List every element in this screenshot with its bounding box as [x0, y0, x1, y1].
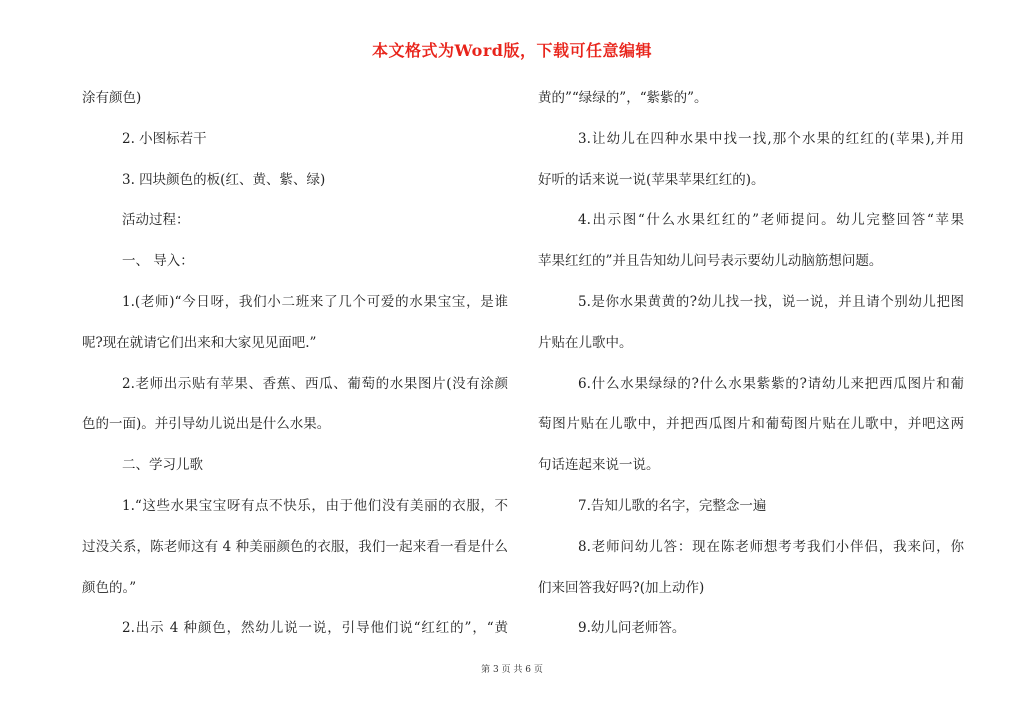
text-line: 1.“这些水果宝宝呀有点不快乐，由于他们没有美丽的衣服，不: [122, 497, 508, 514]
text-line: 呢?现在就请它们出来和大家见见面吧.”: [82, 334, 317, 351]
text-line: 过没关系，陈老师这有 4 种美丽颜色的衣服，我们一起来看一看是什么: [82, 538, 508, 555]
text-line: 们来回答我好吗?(加上动作): [538, 579, 705, 596]
section-heading: 二、学习儿歌: [122, 457, 203, 474]
text-line: 句话连起来说一说。: [538, 457, 660, 474]
text-line: 色的一面)。并引导幼儿说出是什么水果。: [82, 416, 331, 433]
text-line: 2.出示 4 种颜色，然幼儿说一说，引导他们说“红红的”，“黄: [122, 620, 508, 637]
text-line: 2.老师出示贴有苹果、香蕉、西瓜、葡萄的水果图片(没有涂颜: [122, 375, 508, 392]
text-line: 颜色的。”: [82, 579, 137, 596]
right-text-column: [538, 78, 964, 649]
text-line: 7.告知儿歌的名字，完整念一遍: [578, 497, 767, 514]
text-line: 黄的”“绿绿的”，“紫紫的”。: [538, 90, 708, 106]
text-line: 片贴在儿歌中。: [538, 334, 633, 351]
text-line: 1.(老师)“今日呀，我们小二班来了几个可爱的水果宝宝，是谁: [122, 293, 508, 310]
text-line: 涂有颜色): [82, 90, 142, 106]
text-line: 6.什么水果绿绿的?什么水果紫紫的?请幼儿来把西瓜图片和葡: [578, 375, 964, 392]
text-line: 4.出示图“什么水果红红的”老师提问。幼儿完整回答“苹果: [578, 212, 964, 229]
text-line: 萄图片贴在儿歌中，并把西瓜图片和葡萄图片贴在儿歌中，并吧这两: [538, 416, 964, 433]
section-heading: 一、 导入：: [122, 253, 194, 270]
document-banner: 本文格式为Word版，下载可任意编辑: [372, 41, 652, 60]
left-text-column: [82, 78, 508, 649]
page-number: 第 3 页 共 6 页: [481, 665, 543, 675]
text-line: 2. 小图标若干: [122, 130, 207, 147]
text-line: 9.幼儿问老师答。: [578, 620, 686, 637]
text-line: 苹果红红的”并且告知幼儿问号表示要幼儿动脑筋想问题。: [538, 253, 883, 270]
text-line: 8.老师问幼儿答：现在陈老师想考考我们小伴侣，我来问，你: [578, 538, 964, 555]
text-line: 3.让幼儿在四种水果中找一找,那个水果的红红的(苹果),并用: [578, 130, 964, 147]
text-line: 好听的话来说一说(苹果苹果红红的)。: [538, 171, 765, 188]
text-line: 活动过程：: [122, 212, 190, 229]
text-line: 5.是你水果黄黄的?幼儿找一找，说一说，并且请个别幼儿把图: [578, 293, 964, 310]
text-line: 3. 四块颜色的板(红、黄、紫、绿): [122, 171, 326, 188]
